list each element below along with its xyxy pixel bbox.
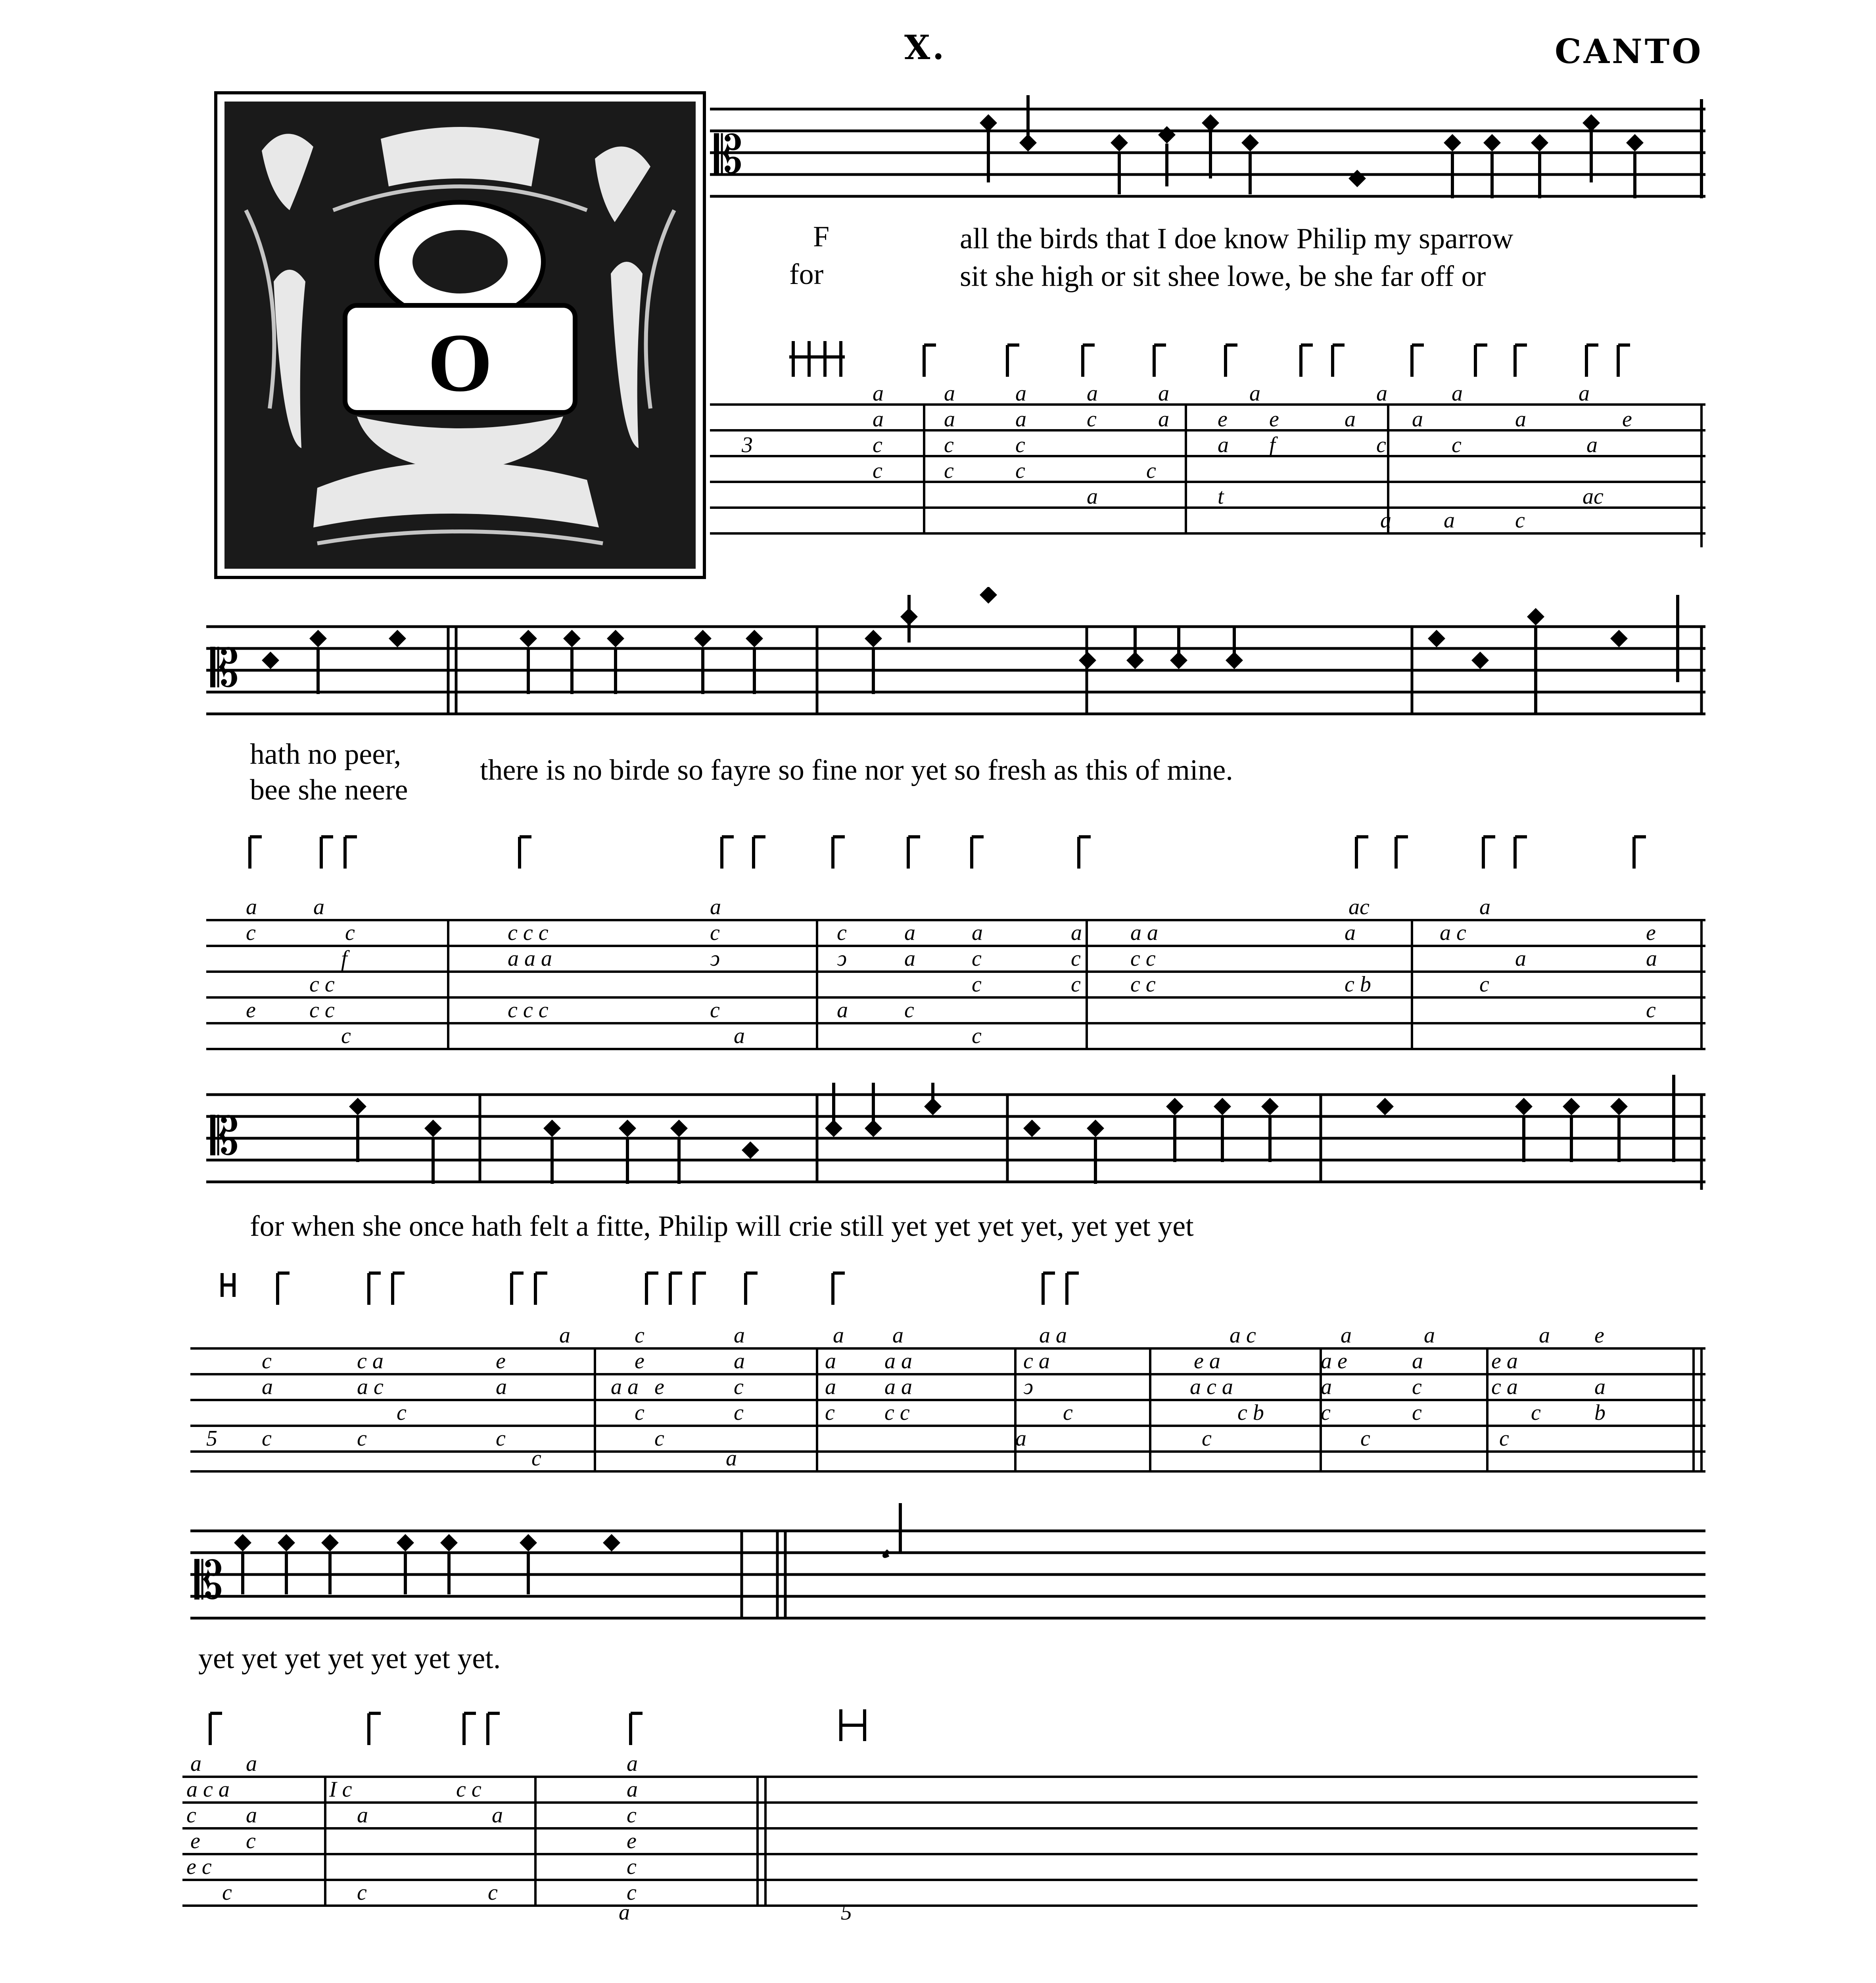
svg-text:a: a	[559, 1323, 570, 1348]
svg-text:c: c	[837, 921, 847, 945]
lyric-line-2a: hath no peer,	[250, 738, 401, 771]
svg-text:a e: a e	[1321, 1349, 1347, 1373]
svg-text:e: e	[654, 1375, 664, 1399]
svg-text:𝄡: 𝄡	[194, 1550, 223, 1611]
svg-text:a a: a a	[884, 1349, 912, 1373]
svg-text:e a: e a	[1194, 1349, 1220, 1373]
svg-text:c: c	[873, 433, 882, 457]
svg-text:a: a	[492, 1803, 503, 1828]
svg-text:a: a	[1321, 1375, 1332, 1399]
svg-text:c: c	[825, 1400, 835, 1425]
lute-tablature-3	[0, 1265, 1876, 1475]
svg-text:a a a: a a a	[508, 946, 552, 971]
svg-text:a: a	[1594, 1375, 1606, 1399]
svg-text:c: c	[262, 1426, 272, 1451]
svg-text:c: c	[1376, 433, 1386, 457]
svg-text:a: a	[1341, 1323, 1352, 1348]
svg-text:c: c	[710, 921, 720, 945]
svg-text:c: c	[1071, 946, 1081, 971]
svg-text:5: 5	[206, 1426, 217, 1451]
svg-text:c: c	[1531, 1400, 1541, 1425]
svg-text:c c: c c	[309, 998, 335, 1022]
svg-text:c: c	[710, 998, 720, 1022]
page-number: X.	[904, 28, 947, 67]
svg-text:c: c	[654, 1426, 664, 1451]
svg-text:c: c	[1479, 972, 1489, 997]
svg-text:c: c	[1071, 972, 1081, 997]
svg-text:a: a	[734, 1024, 745, 1048]
svg-text:a: a	[944, 381, 955, 406]
svg-text:c c: c c	[456, 1777, 481, 1802]
svg-text:c: c	[734, 1375, 744, 1399]
svg-text:a: a	[496, 1375, 507, 1399]
svg-text:a: a	[627, 1751, 638, 1776]
svg-text:a: a	[904, 946, 915, 971]
svg-text:a: a	[873, 381, 884, 406]
svg-text:a: a	[1579, 381, 1590, 406]
svg-text:c: c	[944, 458, 954, 483]
svg-text:e a: e a	[1491, 1349, 1518, 1373]
svg-text:c: c	[1321, 1400, 1331, 1425]
svg-text:a: a	[1646, 946, 1657, 971]
svg-text:ac: ac	[1583, 484, 1604, 509]
svg-text:a c a: a c a	[186, 1777, 230, 1802]
svg-text:a: a	[825, 1349, 836, 1373]
svg-text:a: a	[1479, 895, 1490, 919]
svg-text:c: c	[262, 1349, 272, 1373]
svg-text:a: a	[1515, 407, 1526, 432]
voice-label: CANTO	[1555, 32, 1703, 71]
svg-text:e c: e c	[186, 1855, 212, 1879]
svg-text:e: e	[1218, 407, 1228, 432]
svg-text:c a: c a	[1491, 1375, 1518, 1399]
svg-text:a: a	[1515, 946, 1526, 971]
svg-text:a: a	[1412, 1349, 1423, 1373]
svg-text:a: a	[944, 407, 955, 432]
svg-text:ac: ac	[1348, 895, 1370, 919]
lyric-line-1b-lead: for	[789, 258, 824, 291]
svg-text:a: a	[190, 1751, 201, 1776]
svg-text:3: 3	[742, 433, 753, 457]
svg-text:𝄡: 𝄡	[210, 638, 239, 698]
svg-text:e: e	[1594, 1323, 1604, 1348]
svg-text:a: a	[873, 407, 884, 432]
svg-text:c: c	[222, 1880, 232, 1905]
svg-text:c: c	[488, 1880, 498, 1905]
svg-text:c: c	[1015, 433, 1025, 457]
svg-text:a: a	[734, 1349, 745, 1373]
svg-text:c c c: c c c	[508, 998, 549, 1022]
svg-text:a a: a a	[1130, 921, 1158, 945]
svg-text:f: f	[1269, 433, 1276, 457]
svg-text:c: c	[246, 921, 256, 945]
svg-text:a: a	[1412, 407, 1423, 432]
svg-text:a: a	[1015, 381, 1026, 406]
svg-text:a: a	[892, 1323, 903, 1348]
svg-text:a: a	[1345, 407, 1356, 432]
svg-text:a: a	[357, 1803, 368, 1828]
svg-text:c: c	[1063, 1400, 1073, 1425]
svg-text:a: a	[1424, 1323, 1435, 1348]
initial-letter: O	[428, 317, 493, 409]
svg-text:a: a	[1015, 1426, 1026, 1451]
svg-text:a a: a a	[611, 1375, 639, 1399]
svg-text:a: a	[1452, 381, 1463, 406]
lyric-line-2b: there is no birde so fayre so fine nor yet so fresh as this of mine.	[480, 754, 1233, 786]
lyric-line-1a-lead: F	[813, 221, 830, 253]
svg-text:c: c	[1515, 508, 1525, 533]
svg-text:a: a	[833, 1323, 844, 1348]
svg-text:c: c	[972, 946, 982, 971]
svg-text:a: a	[1345, 921, 1356, 945]
svg-text:c: c	[627, 1880, 637, 1905]
svg-text:c c: c c	[1130, 946, 1156, 971]
svg-text:a: a	[1376, 381, 1387, 406]
svg-text:f: f	[341, 946, 347, 971]
svg-text:e: e	[1269, 407, 1279, 432]
svg-text:a: a	[726, 1446, 737, 1471]
svg-text:c: c	[904, 998, 914, 1022]
svg-text:a: a	[1071, 921, 1082, 945]
svg-text:e: e	[635, 1349, 645, 1373]
svg-text:c b: c b	[1345, 972, 1371, 997]
svg-text:c c c: c c c	[508, 921, 549, 945]
svg-text:c: c	[627, 1855, 637, 1879]
svg-text:a: a	[1218, 433, 1229, 457]
svg-text:c: c	[972, 1024, 982, 1048]
music-staff-1	[0, 91, 1876, 202]
svg-text:5: 5	[841, 1900, 852, 1924]
svg-text:e: e	[1646, 921, 1656, 945]
music-staff-3	[0, 1071, 1876, 1198]
svg-text:t: t	[1218, 484, 1224, 509]
svg-text:e: e	[246, 998, 256, 1022]
lyric-line-2a-alt: bee she neere	[250, 774, 408, 806]
svg-text:𝄡: 𝄡	[714, 125, 743, 185]
svg-text:c: c	[357, 1880, 367, 1905]
lute-tablature-1	[0, 333, 1876, 555]
svg-text:a a: a a	[1039, 1323, 1067, 1348]
svg-text:c: c	[627, 1803, 637, 1828]
svg-text:a c a: a c a	[1190, 1375, 1233, 1399]
svg-text:a: a	[1158, 407, 1169, 432]
svg-text:c: c	[1412, 1375, 1422, 1399]
svg-text:c: c	[734, 1400, 744, 1425]
svg-text:a: a	[1087, 484, 1098, 509]
svg-text:a: a	[1087, 381, 1098, 406]
svg-text:a: a	[262, 1375, 273, 1399]
svg-text:ↄ: ↄ	[710, 946, 720, 971]
svg-text:c: c	[1015, 458, 1025, 483]
svg-text:c: c	[635, 1323, 645, 1348]
lyric-line-1a: all the birds that I doe know Philip my sparrow	[960, 222, 1513, 255]
svg-text:c: c	[397, 1400, 407, 1425]
lyric-line-1b: sit she high or sit shee lowe, be she far off or	[960, 260, 1486, 293]
svg-text:c: c	[1146, 458, 1156, 483]
svg-text:c: c	[944, 433, 954, 457]
svg-text:c: c	[1646, 998, 1656, 1022]
svg-text:ↄ: ↄ	[837, 946, 847, 971]
svg-text:a: a	[837, 998, 848, 1022]
svg-text:c: c	[1452, 433, 1462, 457]
svg-text:a: a	[246, 895, 257, 919]
svg-text:a: a	[619, 1900, 630, 1924]
svg-text:c: c	[1499, 1426, 1509, 1451]
svg-text:c: c	[972, 972, 982, 997]
svg-text:c: c	[341, 1024, 351, 1048]
svg-text:c a: c a	[1023, 1349, 1050, 1373]
svg-text:c b: c b	[1237, 1400, 1264, 1425]
svg-text:b: b	[1594, 1400, 1606, 1425]
svg-text:a: a	[246, 1803, 257, 1828]
svg-text:c c: c c	[1130, 972, 1156, 997]
svg-text:a a: a a	[884, 1375, 912, 1399]
svg-text:a: a	[1158, 381, 1169, 406]
svg-text:c: c	[873, 458, 882, 483]
svg-text:e: e	[1622, 407, 1632, 432]
svg-text:ↄ: ↄ	[1023, 1375, 1033, 1399]
svg-text:a: a	[313, 895, 324, 919]
svg-text:a: a	[627, 1777, 638, 1802]
svg-text:c: c	[1202, 1426, 1212, 1451]
svg-text:a: a	[734, 1323, 745, 1348]
svg-text:c: c	[635, 1400, 645, 1425]
svg-text:c: c	[496, 1426, 506, 1451]
svg-text:e: e	[627, 1829, 637, 1853]
svg-text:a c: a c	[1440, 921, 1466, 945]
svg-text:a: a	[1380, 508, 1391, 533]
svg-text:c a: c a	[357, 1349, 384, 1373]
svg-text:a c: a c	[357, 1375, 384, 1399]
svg-text:c: c	[345, 921, 355, 945]
svg-text:c: c	[357, 1426, 367, 1451]
svg-text:c: c	[246, 1829, 256, 1853]
lyric-line-4: yet yet yet yet yet yet yet.	[198, 1642, 501, 1675]
lute-tablature-2	[0, 829, 1876, 1051]
svg-text:a: a	[825, 1375, 836, 1399]
svg-text:c: c	[1360, 1426, 1370, 1451]
lute-tablature-4	[0, 1693, 1876, 1924]
svg-text:c: c	[1087, 407, 1097, 432]
svg-text:c c: c c	[884, 1400, 910, 1425]
music-staff-4	[0, 1499, 1876, 1626]
music-staff-2	[0, 587, 1876, 718]
svg-text:a: a	[1539, 1323, 1550, 1348]
svg-text:I c: I c	[329, 1777, 352, 1802]
svg-text:c: c	[186, 1803, 196, 1828]
svg-text:a: a	[972, 921, 983, 945]
svg-text:𝄡: 𝄡	[210, 1106, 239, 1166]
svg-text:a: a	[904, 921, 915, 945]
svg-text:a: a	[1249, 381, 1260, 406]
svg-text:a: a	[1015, 407, 1026, 432]
svg-text:a: a	[246, 1751, 257, 1776]
svg-text:e: e	[496, 1349, 506, 1373]
svg-text:c c: c c	[309, 972, 335, 997]
svg-text:a: a	[710, 895, 721, 919]
svg-text:a: a	[1586, 433, 1598, 457]
svg-text:c: c	[1412, 1400, 1422, 1425]
lyric-line-3: for when she once hath felt a fitte, Philip will crie still yet yet yet yet, yet yet yet	[250, 1210, 1194, 1243]
svg-text:a c: a c	[1230, 1323, 1256, 1348]
svg-text:e: e	[190, 1829, 200, 1853]
svg-text:a: a	[1444, 508, 1455, 533]
svg-text:c: c	[531, 1446, 541, 1471]
